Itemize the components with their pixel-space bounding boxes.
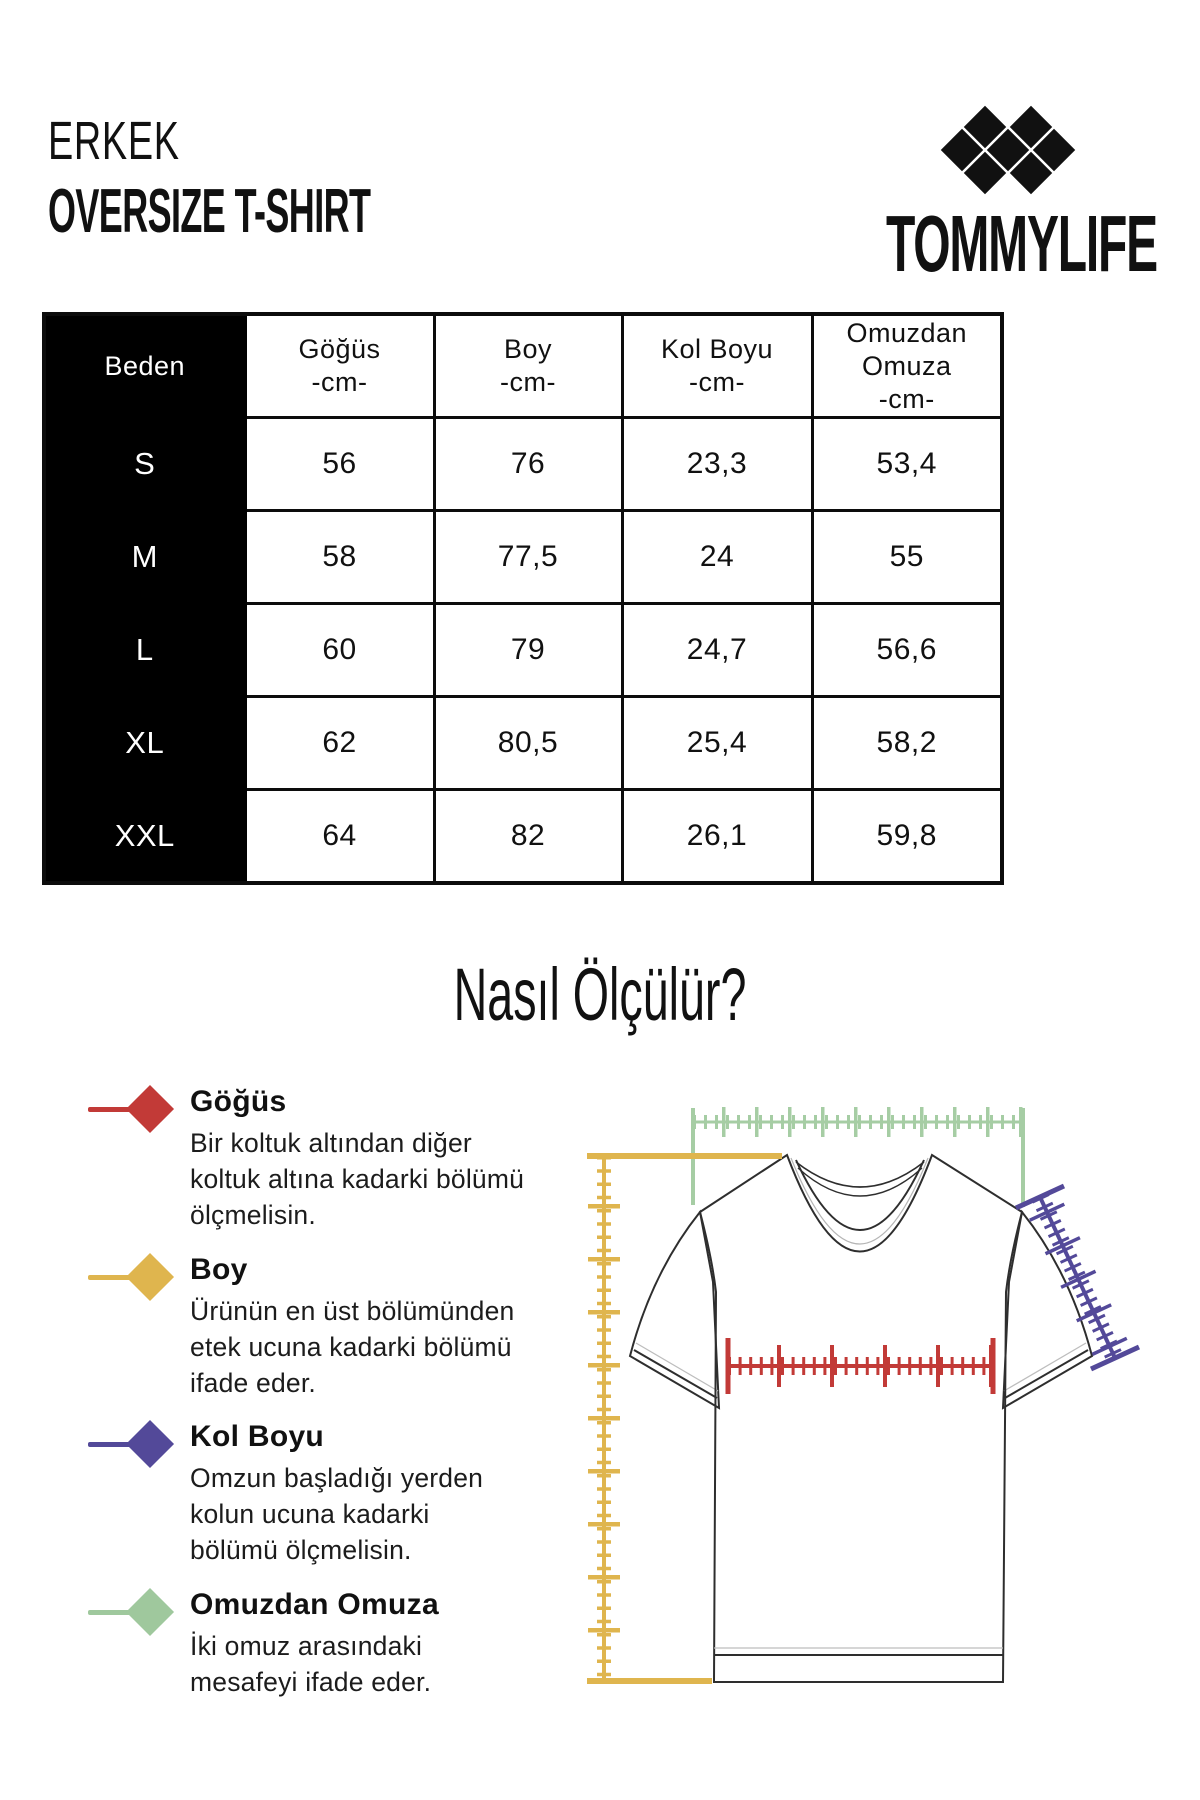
left-sleeve — [630, 1212, 719, 1408]
legend-description: Bir koltuk altından diğer koltuk altına kadarki bölümü ölçmelisin. — [190, 1128, 525, 1230]
legend-description: İki omuz arasındaki mesafeyi ifade eder. — [190, 1631, 432, 1697]
value-cell: 55 — [812, 511, 1002, 604]
table-header-cell: Kol Boyu -cm- — [622, 314, 812, 418]
value-cell: 60 — [245, 604, 434, 697]
legend-description: Omzun başladığı yerden kolun ucuna kadarki bölümü ölçmelisin. — [190, 1463, 484, 1565]
value-cell: 26,1 — [622, 790, 812, 884]
value-cell: 64 — [245, 790, 434, 884]
value-cell: 25,4 — [622, 697, 812, 790]
sleeve-ruler — [1016, 1186, 1139, 1369]
value-cell: 59,8 — [812, 790, 1002, 884]
legend-title: Boy — [190, 1253, 248, 1286]
product-title: OVERSIZE T-SHIRT — [48, 177, 371, 246]
value-cell: 79 — [434, 604, 622, 697]
value-cell: 58,2 — [812, 697, 1002, 790]
legend-description: Ürünün en üst bölümünden etek ucuna kadarki bölümü ifade eder. — [190, 1296, 515, 1398]
size-cell: XXL — [44, 790, 245, 884]
value-cell: 82 — [434, 790, 622, 884]
value-cell: 56,6 — [812, 604, 1002, 697]
size-cell: XL — [44, 697, 245, 790]
value-cell: 58 — [245, 511, 434, 604]
value-cell: 77,5 — [434, 511, 622, 604]
value-cell: 24 — [622, 511, 812, 604]
value-cell: 56 — [245, 418, 434, 511]
size-cell: L — [44, 604, 245, 697]
legend-title: Göğüs — [190, 1085, 287, 1118]
tshirt-body — [700, 1155, 1022, 1682]
hem-lines — [714, 1648, 1003, 1655]
table-header-cell: Omuzdan Omuza -cm- — [812, 314, 1002, 418]
table-header-cell: Göğüs -cm- — [245, 314, 434, 418]
table-corner-cell: Beden — [44, 314, 245, 418]
value-cell: 53,4 — [812, 418, 1002, 511]
size-cell: S — [44, 418, 245, 511]
right-sleeve — [1003, 1212, 1092, 1408]
category-label: ERKEK — [48, 111, 180, 171]
brand-name: TOMMYLIFE — [886, 199, 1157, 288]
value-cell: 80,5 — [434, 697, 622, 790]
collar — [791, 1158, 928, 1244]
table-header-cell: Boy -cm- — [434, 314, 622, 418]
legend-title: Kol Boyu — [190, 1420, 325, 1453]
legend-title: Omuzdan Omuza — [190, 1588, 439, 1621]
value-cell: 24,7 — [622, 604, 812, 697]
value-cell: 76 — [434, 418, 622, 511]
size-cell: M — [44, 511, 245, 604]
chest-ruler — [728, 1338, 993, 1394]
value-cell: 23,3 — [622, 418, 812, 511]
value-cell: 62 — [245, 697, 434, 790]
section-title: Nasıl Ölçülür? — [453, 953, 747, 1036]
